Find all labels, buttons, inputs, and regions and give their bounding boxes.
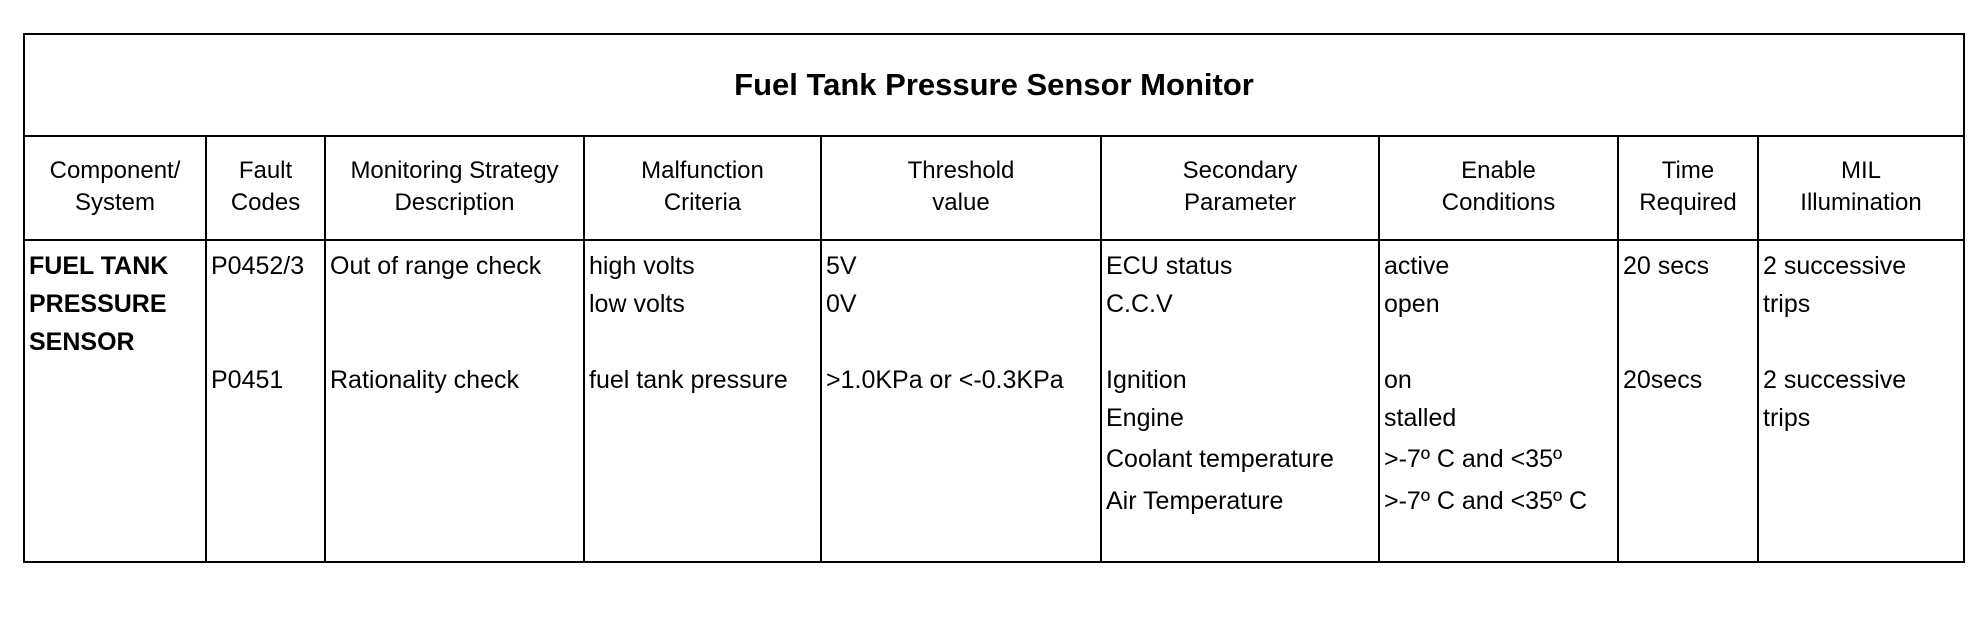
time-required: 20 secs [1623, 252, 1710, 280]
criteria: low volts [589, 290, 685, 318]
header-strategy: Monitoring Strategy Description [326, 135, 583, 241]
enable-condition: active [1384, 252, 1450, 280]
column-mil [1757, 135, 1963, 561]
fault-code: P0452/3 [211, 252, 305, 280]
enable-condition: stalled [1384, 404, 1457, 432]
secondary-param: Engine [1106, 404, 1184, 432]
component-line: PRESSURE [29, 290, 167, 318]
header-mil: MIL Illumination [1759, 135, 1963, 241]
column-fault-codes [205, 135, 324, 561]
threshold: 5V [826, 252, 857, 280]
component-line: SENSOR [29, 328, 135, 356]
criteria: high volts [589, 252, 695, 280]
header-secondary: Secondary Parameter [1102, 135, 1378, 241]
header-time: Time Required [1619, 135, 1757, 241]
column-component [25, 135, 205, 561]
secondary-param: Ignition [1106, 366, 1187, 394]
enable-condition: >-7º C and <35º [1384, 445, 1563, 473]
mil-illumination: 2 successive [1763, 366, 1907, 394]
column-strategy [324, 135, 583, 561]
secondary-param: C.C.V [1106, 290, 1173, 318]
header-criteria: Malfunction Criteria [585, 135, 820, 241]
header-component: Component/ System [25, 135, 205, 241]
enable-condition: open [1384, 290, 1440, 318]
strategy: Out of range check [330, 252, 542, 280]
secondary-param: Coolant temperature [1106, 445, 1334, 473]
secondary-param: ECU status [1106, 252, 1233, 280]
column-criteria [583, 135, 820, 561]
column-enable [1378, 135, 1617, 561]
column-time [1617, 135, 1757, 561]
mil-illumination: trips [1763, 404, 1811, 432]
secondary-param: Air Temperature [1106, 487, 1284, 515]
strategy: Rationality check [330, 366, 519, 394]
time-required: 20secs [1623, 366, 1703, 394]
table-title: Fuel Tank Pressure Sensor Monitor [25, 35, 1963, 137]
header-enable: Enable Conditions [1380, 135, 1617, 241]
column-secondary [1100, 135, 1378, 561]
monitor-table [23, 33, 1965, 563]
header-fault-codes: Fault Codes [207, 135, 324, 241]
enable-condition: >-7º C and <35º C [1384, 487, 1588, 515]
threshold: 0V [826, 290, 857, 318]
fault-code: P0451 [211, 366, 284, 394]
component-line: FUEL TANK [29, 252, 169, 280]
header-threshold: Threshold value [822, 135, 1100, 241]
threshold: >1.0KPa or <-0.3KPa [826, 366, 1064, 394]
column-threshold [820, 135, 1100, 561]
mil-illumination: trips [1763, 290, 1811, 318]
enable-condition: on [1384, 366, 1412, 394]
mil-illumination: 2 successive [1763, 252, 1907, 280]
criteria: fuel tank pressure [589, 366, 788, 394]
